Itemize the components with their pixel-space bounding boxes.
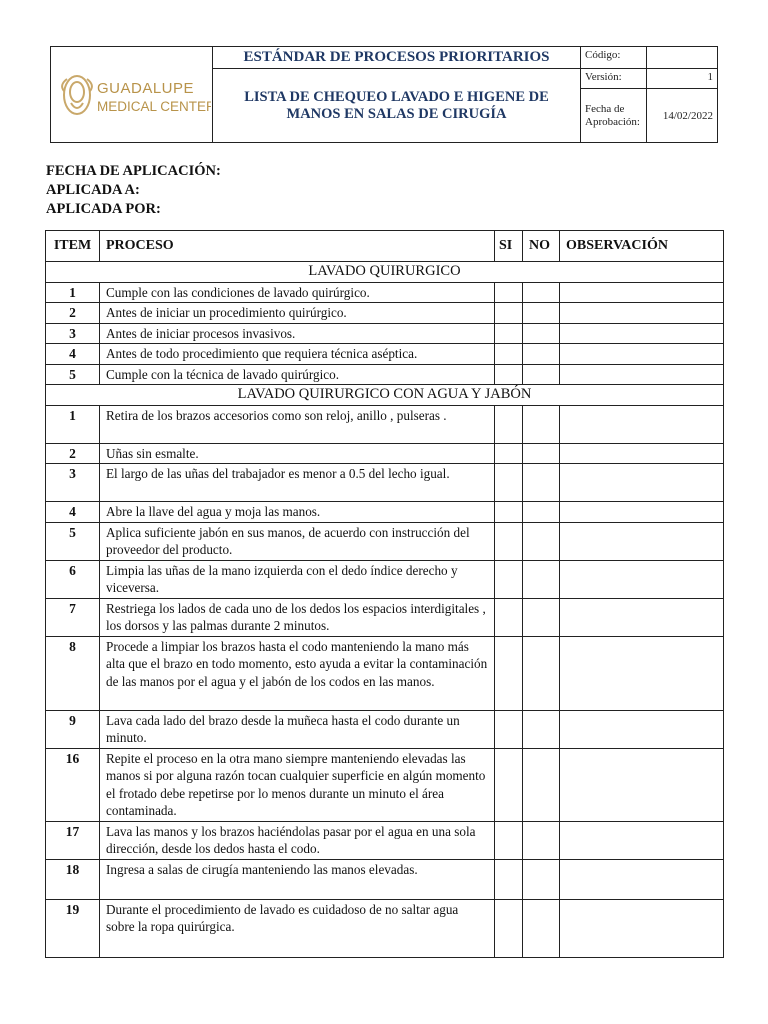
proceso-text: Aplica suficiente jabón en sus manos, de acuerdo con instrucción del proveedor del producto.	[100, 522, 495, 560]
observacion-cell[interactable]	[560, 821, 724, 859]
observacion-cell[interactable]	[560, 364, 724, 385]
logo	[51, 47, 213, 142]
table-row	[46, 443, 724, 464]
col-si: SI	[495, 231, 523, 262]
fecha-aplicacion-label: FECHA DE APLICACIÓN:	[46, 163, 221, 179]
proceso-text: Antes de todo procedimiento que requiera técnica aséptica.	[100, 344, 495, 365]
no-cell[interactable]	[523, 464, 560, 502]
item-number: 17	[46, 821, 100, 859]
item-number: 16	[46, 748, 100, 821]
proceso-text: Restriega los lados de cada uno de los dedos los espacios interdigitales , los dorsos y las palmas durante 2 minutos.	[100, 598, 495, 636]
item-number: 19	[46, 899, 100, 957]
item-number: 1	[46, 405, 100, 443]
observacion-cell[interactable]	[560, 282, 724, 303]
proceso-text: Ingresa a salas de cirugía manteniendo las manos elevadas.	[100, 859, 495, 899]
version-value: 1	[647, 69, 717, 89]
observacion-cell[interactable]	[560, 443, 724, 464]
table-row	[46, 748, 724, 821]
proceso-text: Cumple con las condiciones de lavado quirúrgico.	[100, 282, 495, 303]
table-row	[46, 364, 724, 385]
si-cell[interactable]	[495, 710, 523, 748]
document-title: LISTA DE CHEQUEO LAVADO E HIGENE DE MANOS EN SALAS DE CIRUGÍA	[213, 69, 581, 142]
table-row	[46, 303, 724, 324]
item-number: 3	[46, 323, 100, 344]
si-cell[interactable]	[495, 636, 523, 710]
observacion-cell[interactable]	[560, 522, 724, 560]
si-cell[interactable]	[495, 821, 523, 859]
table-row	[46, 282, 724, 303]
table-row	[46, 344, 724, 365]
si-cell[interactable]	[495, 598, 523, 636]
section-title: LAVADO QUIRURGICO	[46, 262, 724, 283]
proceso-text: El largo de las uñas del trabajador es menor a 0.5 del lecho igual.	[100, 464, 495, 502]
approval-value: 14/02/2022	[662, 109, 713, 122]
observacion-cell[interactable]	[560, 710, 724, 748]
section-title: LAVADO QUIRURGICO CON AGUA Y JABÓN	[46, 385, 724, 406]
no-cell[interactable]	[523, 282, 560, 303]
observacion-cell[interactable]	[560, 344, 724, 365]
document-header	[50, 46, 718, 143]
si-cell[interactable]	[495, 522, 523, 560]
item-number: 5	[46, 364, 100, 385]
item-number: 6	[46, 560, 100, 598]
col-no: NO	[523, 231, 560, 262]
section-lavado-agua-jabon	[46, 385, 724, 406]
proceso-text: Lava las manos y los brazos haciéndolas pasar por el agua en una sola dirección, desde los dedos hasta el codo.	[100, 821, 495, 859]
si-cell[interactable]	[495, 282, 523, 303]
no-cell[interactable]	[523, 502, 560, 523]
item-number: 5	[46, 522, 100, 560]
si-cell[interactable]	[495, 323, 523, 344]
section-lavado-quirurgico	[46, 262, 724, 283]
no-cell[interactable]	[523, 405, 560, 443]
col-item: ITEM	[46, 231, 100, 262]
table-row	[46, 899, 724, 957]
observacion-cell[interactable]	[560, 323, 724, 344]
table-row	[46, 821, 724, 859]
proceso-text: Lava cada lado del brazo desde la muñeca hasta el codo durante un minuto.	[100, 710, 495, 748]
logo-line-2: MEDICAL CENTER	[97, 99, 211, 114]
version-label: Versión:	[581, 69, 647, 89]
item-number: 18	[46, 859, 100, 899]
observacion-cell[interactable]	[560, 464, 724, 502]
no-cell[interactable]	[523, 560, 560, 598]
proceso-text: Durante el procedimiento de lavado es cuidadoso de no saltar agua sobre la ropa quirúrgica.	[100, 899, 495, 957]
no-cell[interactable]	[523, 859, 560, 899]
table-row	[46, 323, 724, 344]
observacion-cell[interactable]	[560, 636, 724, 710]
no-cell[interactable]	[523, 443, 560, 464]
proceso-text: Repite el proceso en la otra mano siempre manteniendo elevadas las manos si por alguna razón tocan cualquier superficie en algún momento el frotado debe repetirse por lo menos durante un minuto el área contaminada.	[100, 748, 495, 821]
si-cell[interactable]	[495, 303, 523, 324]
medical-center-logo	[51, 47, 211, 142]
table-row	[46, 636, 724, 710]
no-cell[interactable]	[523, 710, 560, 748]
no-cell[interactable]	[523, 821, 560, 859]
proceso-text: Antes de iniciar un procedimiento quirúrgico.	[100, 303, 495, 324]
proceso-text: Uñas sin esmalte.	[100, 443, 495, 464]
aplicada-por-label: APLICADA POR:	[46, 201, 161, 217]
no-cell[interactable]	[523, 364, 560, 385]
si-cell[interactable]	[495, 464, 523, 502]
logo-line-1: GUADALUPE	[97, 80, 195, 97]
observacion-cell[interactable]	[560, 899, 724, 957]
proceso-text: Antes de iniciar procesos invasivos.	[100, 323, 495, 344]
proceso-text: Abre la llave del agua y moja las manos.	[100, 502, 495, 523]
si-cell[interactable]	[495, 443, 523, 464]
si-cell[interactable]	[495, 560, 523, 598]
item-number: 1	[46, 282, 100, 303]
item-number: 9	[46, 710, 100, 748]
item-number: 4	[46, 502, 100, 523]
code-label: Código:	[581, 47, 647, 69]
code-value	[647, 47, 717, 69]
no-cell[interactable]	[523, 344, 560, 365]
table-row	[46, 522, 724, 560]
item-number: 7	[46, 598, 100, 636]
si-cell[interactable]	[495, 502, 523, 523]
si-cell[interactable]	[495, 859, 523, 899]
proceso-text: Procede a limpiar los brazos hasta el codo manteniendo la mano más alta que el brazo en todo momento, esto ayuda a evitar la contaminación de las manos por el agua y el jabón de los codos en las manos.	[100, 636, 495, 710]
table-row	[46, 405, 724, 443]
no-cell[interactable]	[523, 636, 560, 710]
no-cell[interactable]	[523, 598, 560, 636]
table-row	[46, 502, 724, 523]
checklist-table	[45, 230, 724, 958]
si-cell[interactable]	[495, 364, 523, 385]
proceso-text: Retira de los brazos accesorios como son reloj, anillo , pulseras .	[100, 405, 495, 443]
observacion-cell[interactable]	[560, 859, 724, 899]
aplicada-a-label: APLICADA A:	[46, 182, 140, 198]
no-cell[interactable]	[523, 323, 560, 344]
observacion-cell[interactable]	[560, 560, 724, 598]
standard-title: ESTÁNDAR DE PROCESOS PRIORITARIOS	[213, 47, 581, 69]
observacion-cell[interactable]	[560, 748, 724, 821]
col-proceso: PROCESO	[100, 231, 495, 262]
item-number: 2	[46, 443, 100, 464]
no-cell[interactable]	[523, 899, 560, 957]
proceso-text: Limpia las uñas de la mano izquierda con el dedo índice derecho y viceversa.	[100, 560, 495, 598]
observacion-cell[interactable]	[560, 405, 724, 443]
no-cell[interactable]	[523, 522, 560, 560]
col-observacion: OBSERVACIÓN	[560, 231, 724, 262]
table-row	[46, 710, 724, 748]
observacion-cell[interactable]	[560, 502, 724, 523]
table-row	[46, 560, 724, 598]
item-number: 8	[46, 636, 100, 710]
observacion-cell[interactable]	[560, 598, 724, 636]
si-cell[interactable]	[495, 344, 523, 365]
item-number: 3	[46, 464, 100, 502]
no-cell[interactable]	[523, 303, 560, 324]
approval-label: Fecha de Aprobación:	[581, 89, 647, 142]
item-number: 2	[46, 303, 100, 324]
proceso-text: Cumple con la técnica de lavado quirúrgico.	[100, 364, 495, 385]
table-row	[46, 859, 724, 899]
item-number: 4	[46, 344, 100, 365]
si-cell[interactable]	[495, 748, 523, 821]
no-cell[interactable]	[523, 748, 560, 821]
table-row	[46, 598, 724, 636]
si-cell[interactable]	[495, 899, 523, 957]
si-cell[interactable]	[495, 405, 523, 443]
observacion-cell[interactable]	[560, 303, 724, 324]
table-row	[46, 464, 724, 502]
table-header-row	[46, 231, 724, 262]
